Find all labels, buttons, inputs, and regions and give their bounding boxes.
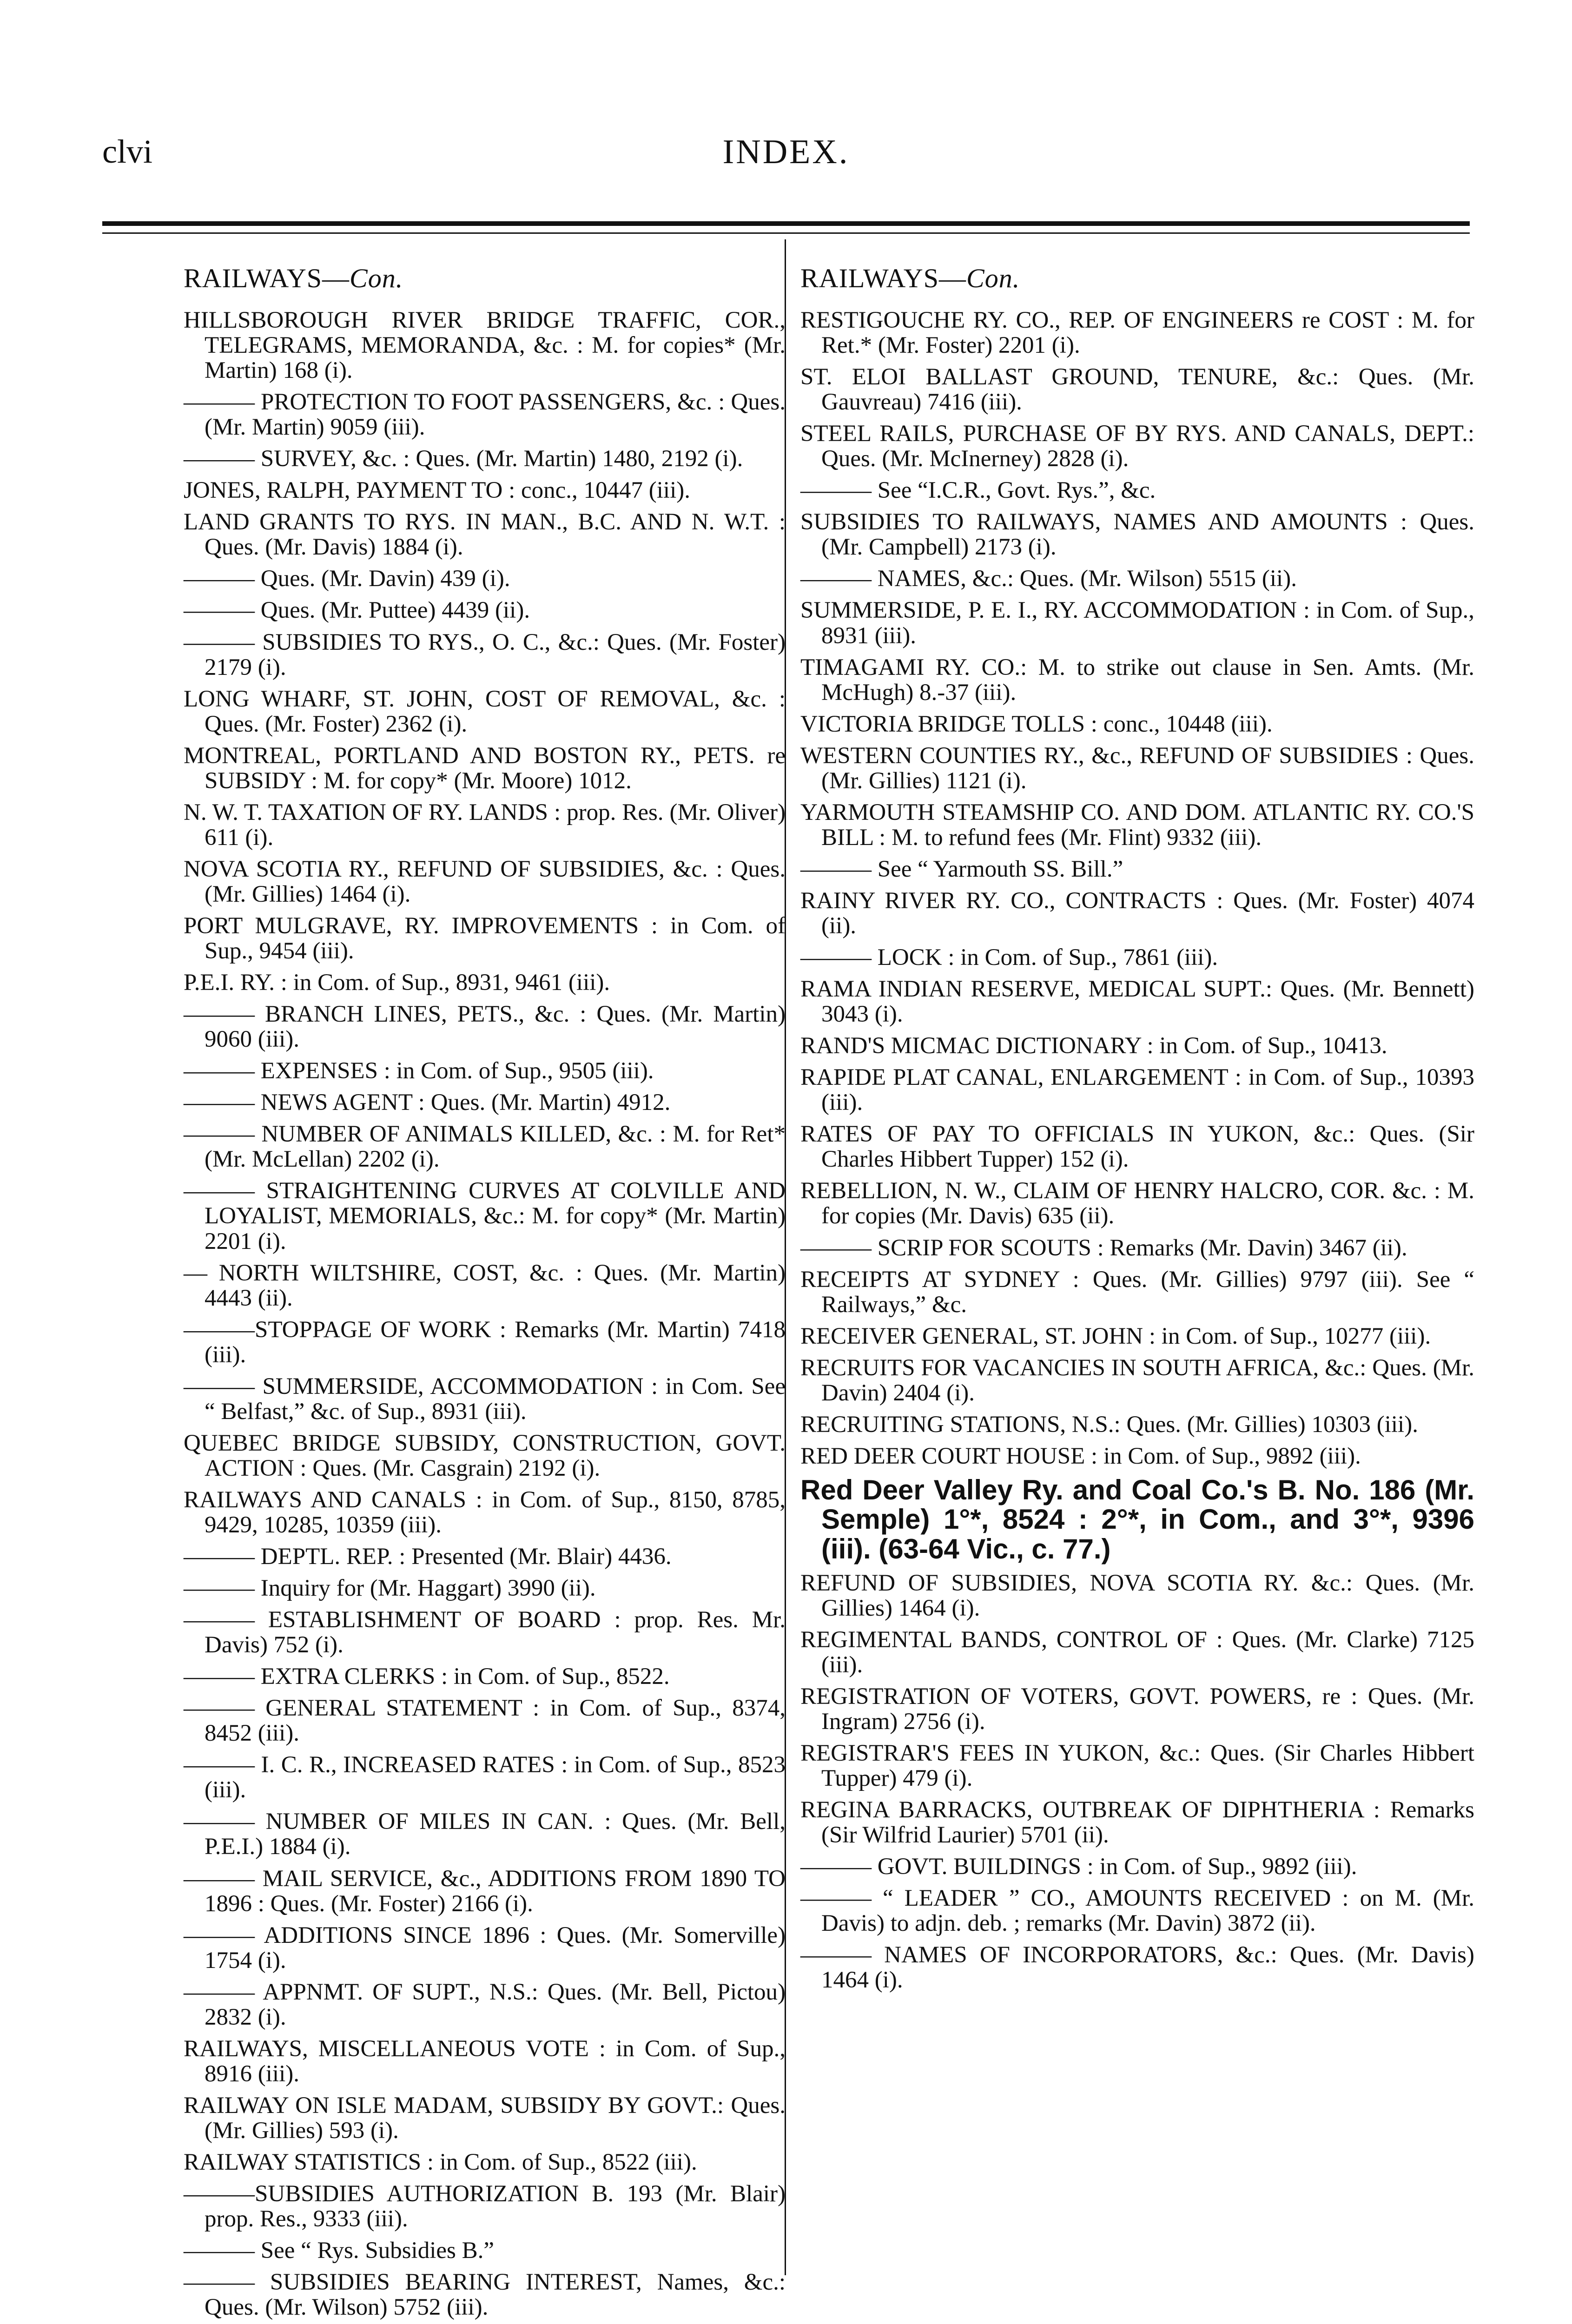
index-entry: REGINA BARRACKS, OUTBREAK OF DIPHTHERIA : Remarks (Sir Wilfrid Laurier) 5701 (ii). (800, 1797, 1474, 1849)
index-entry: ——— DEPTL. REP. : Presented (Mr. Blair) 4436. (184, 1544, 672, 1570)
index-entry: RAILWAYS AND CANALS : in Com. of Sup., 8150, 8785, 9429, 10285, 10359 (iii). (184, 1486, 786, 1538)
right-heading-text: RAILWAYS— (800, 263, 967, 293)
index-entry: — NORTH WILTSHIRE, COST, &c. : Ques. (Mr. Martin) 4443 (ii). (184, 1260, 786, 1311)
index-entry: ——— NUMBER OF ANIMALS KILLED, &c. : M. for Ret* (Mr. McLellan) 2202 (i). (184, 1121, 786, 1173)
index-entry: ——— NUMBER OF MILES IN CAN. : Ques. (Mr. Bell, P.E.I.) 1884 (i). (184, 1809, 786, 1860)
index-entry: ——— Ques. (Mr. Davin) 439 (i). (184, 566, 510, 592)
index-entry: NOVA SCOTIA RY., REFUND OF SUBSIDIES, &c. : Ques. (Mr. Gillies) 1464 (i). (184, 856, 786, 907)
header-rule-thick (102, 221, 1470, 226)
index-entry: ——— EXTRA CLERKS : in Com. of Sup., 8522. (184, 1664, 670, 1690)
index-entry: RAINY RIVER RY. CO., CONTRACTS : Ques. (Mr. Foster) 4074 (ii). (800, 887, 1474, 939)
index-entry: P.E.I. RY. : in Com. of Sup., 8931, 9461 (iii). (184, 970, 610, 996)
right-section-heading (800, 263, 1474, 294)
index-entry: ——— ADDITIONS SINCE 1896 : Ques. (Mr. Somerville) 1754 (i). (184, 1922, 786, 1974)
right-entries (800, 308, 1474, 1993)
page-title: INDEX. (722, 133, 850, 171)
left-column (184, 263, 786, 2324)
page-number: clvi (102, 133, 152, 170)
index-entry: RAILWAYS, MISCELLANEOUS VOTE : in Com. of Sup., 8916 (iii). (184, 2035, 786, 2087)
index-entry: RAND'S MICMAC DICTIONARY : in Com. of Sup., 10413. (800, 1033, 1387, 1059)
index-entry: ——— PROTECTION TO FOOT PASSENGERS, &c. : Ques. (Mr. Martin) 9059 (iii). (184, 389, 786, 441)
index-entry: PORT MULGRAVE, RY. IMPROVEMENTS : in Com. of Sup., 9454 (iii). (184, 912, 786, 964)
index-entry: WESTERN COUNTIES RY., &c., REFUND OF SUBSIDIES : Ques. (Mr. Gillies) 1121 (i). (800, 742, 1474, 794)
index-entry: ——— APPNMT. OF SUPT., N.S.: Ques. (Mr. Bell, Pictou) 2832 (i). (184, 1979, 786, 2030)
index-entry: ——— BRANCH LINES, PETS., &c. : Ques. (Mr. Martin) 9060 (iii). (184, 1001, 786, 1053)
index-entry: RECRUITING STATIONS, N.S.: Ques. (Mr. Gillies) 10303 (iii). (800, 1411, 1418, 1438)
index-entry: N. W. T. TAXATION OF RY. LANDS : prop. Res. (Mr. Oliver) 611 (i). (184, 799, 786, 851)
index-entry: SUBSIDIES TO RAILWAYS, NAMES AND AMOUNTS : Ques. (Mr. Campbell) 2173 (i). (800, 509, 1474, 561)
index-entry: LAND GRANTS TO RYS. IN MAN., B.C. AND N. W.T. : Ques. (Mr. Davis) 1884 (i). (184, 509, 786, 561)
index-entry: HILLSBOROUGH RIVER BRIDGE TRAFFIC, COR., TELEGRAMS, MEMORANDA, &c. : M. for copies* (Mr. Martin) 168 (i). (184, 307, 786, 384)
right-column (800, 263, 1474, 1999)
index-entry: TIMAGAMI RY. CO.: M. to strike out clause in Sen. Amts. (Mr. McHugh) 8.-37 (iii). (800, 654, 1474, 706)
index-entry: ——— NEWS AGENT : Ques. (Mr. Martin) 4912. (184, 1089, 671, 1116)
index-entry: ———SUBSIDIES AUTHORIZATION B. 193 (Mr. Blair) prop. Res., 9333 (iii). (184, 2181, 786, 2232)
index-entry: ——— SUBSIDIES TO RYS., O. C., &c.: Ques. (Mr. Foster) 2179 (i). (184, 629, 786, 680)
index-entry: ——— EXPENSES : in Com. of Sup., 9505 (iii). (184, 1058, 654, 1084)
index-entry: ——— NAMES OF INCORPORATORS, &c.: Ques. (Mr. Davis) 1464 (i). (800, 1942, 1474, 1994)
index-entry: RATES OF PAY TO OFFICIALS IN YUKON, &c.: Ques. (Sir Charles Hibbert Tupper) 152 (i). (800, 1121, 1474, 1173)
index-entry: Red Deer Valley Ry. and Coal Co.'s B. No. 186 (Mr. Semple) 1°*, 8524 : 2°*, in Com., and 3°*, 9396 (iii). (63-64 Vic., c. 77.) (800, 1474, 1474, 1565)
index-entry: REGISTRAR'S FEES IN YUKON, &c.: Ques. (Sir Charles Hibbert Tupper) 479 (i). (800, 1740, 1474, 1791)
index-entry: ——— See “ Rys. Subsidies B.” (184, 2238, 495, 2264)
index-entry: ——— ESTABLISHMENT OF BOARD : prop. Res. Mr. Davis) 752 (i). (184, 1607, 786, 1658)
index-entry: ——— GENERAL STATEMENT : in Com. of Sup., 8374, 8452 (iii). (184, 1695, 786, 1747)
index-entry: ——— LOCK : in Com. of Sup., 7861 (iii). (800, 944, 1218, 971)
index-entry: RAPIDE PLAT CANAL, ENLARGEMENT : in Com. of Sup., 10393 (iii). (800, 1064, 1474, 1116)
index-entry: ———STOPPAGE OF WORK : Remarks (Mr. Martin) 7418 (iii). (184, 1316, 786, 1368)
index-entry: ——— I. C. R., INCREASED RATES : in Com. of Sup., 8523 (iii). (184, 1752, 786, 1803)
index-entry: ——— GOVT. BUILDINGS : in Com. of Sup., 9892 (iii). (800, 1854, 1357, 1880)
index-entry: YARMOUTH STEAMSHIP CO. AND DOM. ATLANTIC RY. CO.'S BILL : M. to refund fees (Mr. Flint) 9332 (iii). (800, 799, 1474, 851)
index-entry: ——— “ LEADER ” CO., AMOUNTS RECEIVED : on M. (Mr. Davis) to adjn. deb. ; remarks (Mr. Davin) 3872 (ii). (800, 1885, 1474, 1937)
left-heading-text: RAILWAYS— (184, 263, 350, 293)
index-entry: ——— SUMMERSIDE, ACCOMMODATION : in Com. See “ Belfast,” &c. of Sup., 8931 (iii). (184, 1373, 786, 1425)
index-entry: QUEBEC BRIDGE SUBSIDY, CONSTRUCTION, GOVT. ACTION : Ques. (Mr. Casgrain) 2192 (i). (184, 1430, 786, 1481)
index-entry: ——— See “ Yarmouth SS. Bill.” (800, 856, 1123, 882)
index-entry: MONTREAL, PORTLAND AND BOSTON RY., PETS. re SUBSIDY : M. for copy* (Mr. Moore) 1012. (184, 742, 786, 794)
index-entry: STEEL RAILS, PURCHASE OF BY RYS. AND CANALS, DEPT.: Ques. (Mr. McInerney) 2828 (i). (800, 421, 1474, 472)
right-heading-con: Con. (966, 263, 1020, 293)
index-entry: ——— Inquiry for (Mr. Haggart) 3990 (ii). (184, 1575, 596, 1602)
index-entry: RAILWAY ON ISLE MADAM, SUBSIDY BY GOVT.: Ques. (Mr. Gillies) 593 (i). (184, 2092, 786, 2144)
index-entry: ——— SCRIP FOR SCOUTS : Remarks (Mr. Davin) 3467 (ii). (800, 1235, 1407, 1261)
index-entry: RECEIVER GENERAL, ST. JOHN : in Com. of Sup., 10277 (iii). (800, 1323, 1431, 1349)
index-entry: ——— NAMES, &c.: Ques. (Mr. Wilson) 5515 (ii). (800, 566, 1297, 592)
index-entry: REFUND OF SUBSIDIES, NOVA SCOTIA RY. &c.: Ques. (Mr. Gillies) 1464 (i). (800, 1570, 1474, 1621)
index-entry: ——— SURVEY, &c. : Ques. (Mr. Martin) 1480, 2192 (i). (184, 446, 743, 472)
left-entries (184, 308, 786, 2324)
index-entry: JONES, RALPH, PAYMENT TO : conc., 10447 (iii). (184, 477, 691, 504)
index-entry: ——— See “I.C.R., Govt. Rys.”, &c. (800, 477, 1156, 504)
left-section-heading (184, 263, 786, 294)
left-heading-con: Con. (350, 263, 403, 293)
index-entry: RECEIPTS AT SYDNEY : Ques. (Mr. Gillies) 9797 (iii). See “ Railways,” &c. (800, 1266, 1474, 1318)
index-entry: REGISTRATION OF VOTERS, GOVT. POWERS, re : Ques. (Mr. Ingram) 2756 (i). (800, 1683, 1474, 1735)
page-header (102, 132, 1470, 188)
header-rule-thin (102, 232, 1470, 234)
index-entry: VICTORIA BRIDGE TOLLS : conc., 10448 (iii). (800, 711, 1273, 737)
index-entry: ST. ELOI BALLAST GROUND, TENURE, &c.: Ques. (Mr. Gauvreau) 7416 (iii). (800, 364, 1474, 416)
index-entry: RED DEER COURT HOUSE : in Com. of Sup., 9892 (iii). (800, 1443, 1361, 1469)
index-entry: RAMA INDIAN RESERVE, MEDICAL SUPT.: Ques. (Mr. Bennett) 3043 (i). (800, 976, 1474, 1028)
index-entry: ——— MAIL SERVICE, &c., ADDITIONS FROM 1890 TO 1896 : Ques. (Mr. Foster) 2166 (i). (184, 1865, 786, 1917)
index-entry: SUMMERSIDE, P. E. I., RY. ACCOMMODATION : in Com. of Sup., 8931 (iii). (800, 597, 1474, 649)
index-entry: ——— SUBSIDIES BEARING INTEREST, Names, &c.: Ques. (Mr. Wilson) 5752 (iii). (184, 2269, 786, 2321)
index-entry: ——— Ques. (Mr. Puttee) 4439 (ii). (184, 597, 530, 624)
index-entry: REBELLION, N. W., CLAIM OF HENRY HALCRO, COR. &c. : M. for copies (Mr. Davis) 635 (ii). (800, 1178, 1474, 1229)
index-entry: ——— STRAIGHTENING CURVES AT COLVILLE AND LOYALIST, MEMORIALS, &c.: M. for copy* (Mr. Martin) 2201 (i). (184, 1178, 786, 1254)
index-entry: REGIMENTAL BANDS, CONTROL OF : Ques. (Mr. Clarke) 7125 (iii). (800, 1626, 1474, 1678)
index-entry: RESTIGOUCHE RY. CO., REP. OF ENGINEERS re COST : M. for Ret.* (Mr. Foster) 2201 (i). (800, 307, 1474, 359)
index-entry: RAILWAY STATISTICS : in Com. of Sup., 8522 (iii). (184, 2149, 697, 2175)
index-entry: LONG WHARF, ST. JOHN, COST OF REMOVAL, &c. : Ques. (Mr. Foster) 2362 (i). (184, 686, 786, 737)
index-entry: RECRUITS FOR VACANCIES IN SOUTH AFRICA, &c.: Ques. (Mr. Davin) 2404 (i). (800, 1354, 1474, 1406)
